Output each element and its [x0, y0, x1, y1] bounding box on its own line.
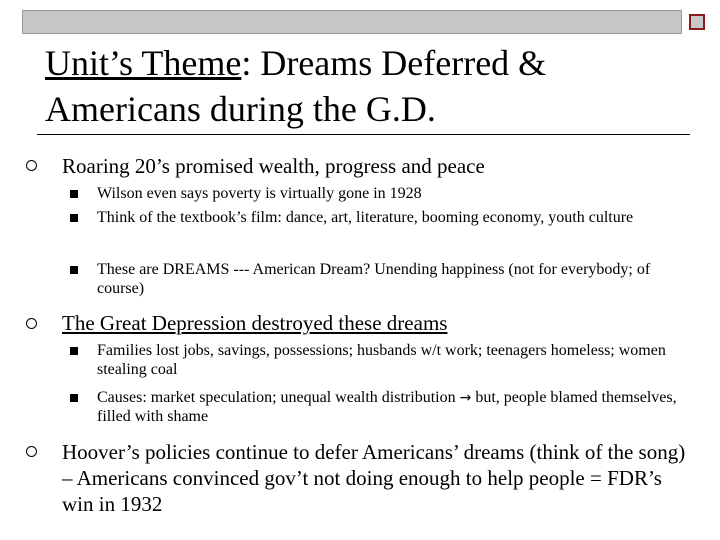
sub-bullet-1-1-text: Wilson even says poverty is virtually gone in 1928	[97, 185, 422, 202]
causes-continuation: but, people blamed themselves, filled with shame	[97, 389, 677, 425]
title-divider	[37, 134, 690, 135]
sub-bullet-1-3-text: These are DREAMS --- American Dream? Unending happiness (not for everybody; of course)	[97, 261, 651, 297]
bullet-2-text-span: The Great Depression destroyed these dreams	[62, 311, 448, 335]
sub-bullet-2-1-square-icon	[70, 347, 78, 355]
slide-title-underlined-part: Unit’s Theme	[45, 43, 242, 83]
bullet-2-circle-icon	[26, 318, 37, 329]
sub-bullet-2-2-square-icon	[70, 394, 78, 402]
bullet-1-text: Roaring 20’s promised wealth, progress and peace	[62, 154, 485, 178]
bullet-3-text: Hoover’s policies continue to defer Americans’ dreams (think of the song) – Americans convinced gov’t not doing enough to help people = FDR’s win in 1932	[62, 440, 686, 516]
corner-square-icon	[689, 14, 705, 30]
bullet-2-text	[62, 311, 447, 335]
sub-bullet-2-2-text	[97, 389, 682, 426]
bullet-3-circle-icon	[26, 446, 37, 457]
right-arrow-icon: →	[459, 390, 472, 406]
sub-bullet-1-1-square-icon	[70, 190, 78, 198]
slide-title-rest: : Dreams Deferred & Americans during the G.D.	[45, 43, 547, 129]
causes-text: Causes: market speculation; unequal wealth distribution	[97, 389, 456, 406]
slide-title	[45, 40, 685, 132]
sub-bullet-2-1-text: Families lost jobs, savings, possessions; husbands w/t work; teenagers homeless; women stealing coal	[97, 342, 666, 378]
title-bar-decoration	[22, 10, 682, 34]
bullet-1-circle-icon	[26, 160, 37, 171]
sub-bullet-1-2-square-icon	[70, 214, 78, 222]
sub-bullet-1-3-square-icon	[70, 266, 78, 274]
sub-bullet-1-2-text: Think of the textbook’s film: dance, art, literature, booming economy, youth culture	[97, 209, 634, 226]
